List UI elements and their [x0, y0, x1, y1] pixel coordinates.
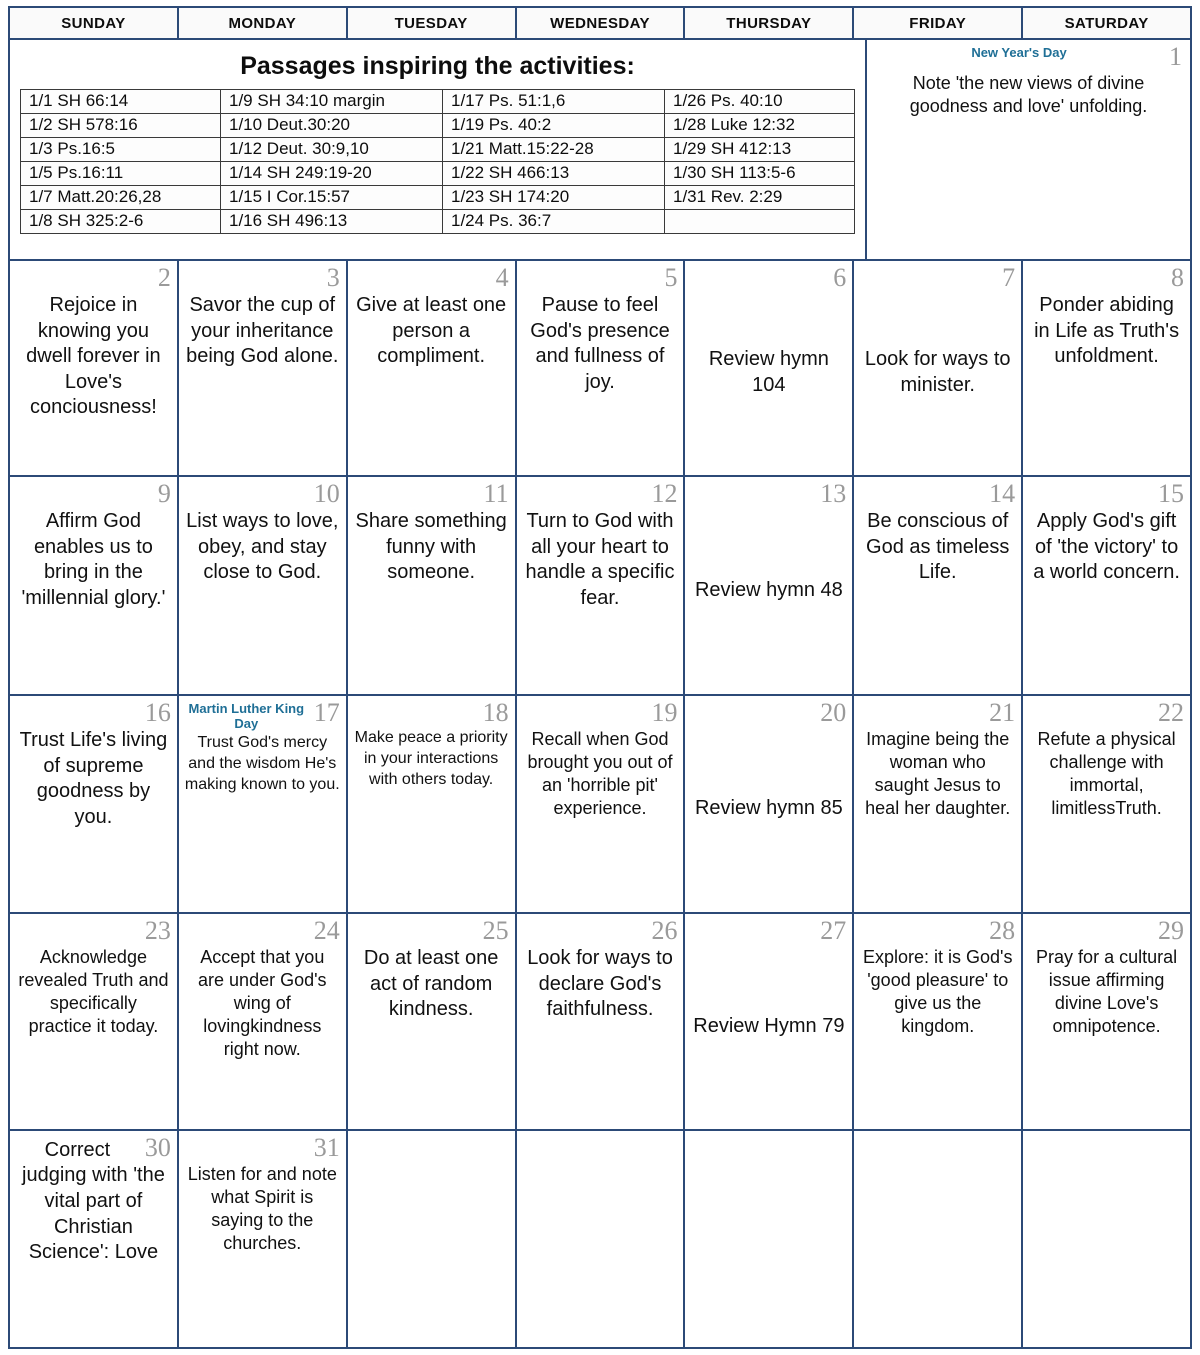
day-cell-4[interactable] [348, 261, 517, 475]
day-number: 11 [483, 479, 509, 508]
day-number: 10 [313, 479, 340, 508]
day-number: 3 [326, 263, 340, 292]
day-number: 2 [157, 263, 171, 292]
day-cell-1[interactable] [867, 40, 1190, 259]
day-number: 15 [1158, 479, 1185, 508]
empty-day-cell [1023, 1131, 1190, 1347]
passage-cell: 1/8 SH 325:2-6 [21, 210, 221, 234]
day-number: 8 [1171, 263, 1185, 292]
activity-text: Acknowledge revealed Truth and specifically practice it today. [18, 947, 169, 1037]
cell-header [860, 481, 1015, 507]
activity-text: Imagine being the woman who saught Jesus to heal her daughter. [865, 729, 1011, 819]
day-cell-2[interactable] [10, 261, 179, 475]
day-cell-30[interactable] [10, 1131, 179, 1347]
activity-text: Look for ways to declare God's faithfulness. [527, 947, 673, 1021]
day-cell-14[interactable] [854, 477, 1023, 694]
activity-text: Review hymn 48 [694, 578, 843, 601]
cell-header [523, 481, 678, 507]
cell-header [1029, 918, 1184, 944]
day-number: 4 [495, 263, 509, 292]
week-row-4 [10, 914, 1190, 1131]
day-cell-28[interactable] [854, 914, 1023, 1129]
day-number: 16 [144, 698, 171, 727]
activity-text: Trust Life's living of supreme goodness by you. [19, 729, 168, 828]
cell-header [1029, 481, 1184, 507]
passages-table [20, 89, 855, 234]
activity-text: Explore: it is God's 'good pleasure' to give us the kingdom. [862, 947, 1013, 1037]
weekday-header-wednesday: WEDNESDAY [517, 8, 686, 38]
passage-cell: 1/26 Ps. 40:10 [665, 90, 855, 114]
activity-text: Review Hymn 79 [693, 1014, 845, 1037]
day-cell-17[interactable] [179, 696, 348, 912]
day-number: 23 [144, 916, 171, 945]
day-number: 26 [651, 916, 678, 945]
day-cell-10[interactable] [179, 477, 348, 694]
day-number: 1 [1169, 42, 1182, 71]
day-cell-25[interactable] [348, 914, 517, 1129]
calendar-grid [8, 40, 1192, 1349]
cell-header [875, 44, 1182, 70]
cell-header [860, 918, 1015, 944]
weekday-header-monday: MONDAY [179, 8, 348, 38]
passage-cell: 1/29 SH 412:13 [665, 138, 855, 162]
activity-text: Recall when God brought you out of an 'horrible pit' experience. [527, 729, 673, 819]
passage-cell: 1/12 Deut. 30:9,10 [221, 138, 443, 162]
passage-cell: 1/19 Ps. 40:2 [443, 114, 665, 138]
cell-header [1029, 265, 1184, 291]
week-row-2 [10, 477, 1190, 696]
cell-header [185, 700, 340, 731]
activity-text: Give at least one person a compliment. [356, 294, 507, 368]
day-number: 14 [989, 479, 1016, 508]
passage-cell: 1/21 Matt.15:22-28 [443, 138, 665, 162]
passage-cell: 1/2 SH 578:16 [21, 114, 221, 138]
day-number: 25 [482, 916, 509, 945]
day-number: 19 [651, 698, 678, 727]
day-number: 21 [989, 698, 1016, 727]
cell-header [354, 265, 509, 291]
passage-cell: 1/15 I Cor.15:57 [221, 186, 443, 210]
activity-text: Review hymn 104 [708, 348, 829, 396]
day-cell-26[interactable] [517, 914, 686, 1129]
cell-header [185, 265, 340, 291]
holiday-label: New Year's Day [971, 45, 1067, 60]
activity-text: Make peace a priority in your interactions with others today. [354, 729, 508, 788]
day-cell-11[interactable] [348, 477, 517, 694]
activity-text: Share something funny with someone. [355, 510, 507, 584]
cell-header [16, 918, 171, 944]
day-number: 29 [1158, 916, 1185, 945]
week-row-1 [10, 261, 1190, 477]
activity-text: Ponder abiding in Life as Truth's unfoldment. [1034, 294, 1180, 368]
activity-text: judging with 'the vital part of Christian Science': Love [22, 1164, 165, 1264]
cell-header [16, 700, 171, 726]
day-cell-22[interactable] [1023, 696, 1190, 912]
day-number: 22 [1158, 698, 1185, 727]
cell-header [16, 481, 171, 507]
cell-header [185, 918, 340, 944]
weekday-header-row [8, 6, 1192, 40]
activity-text: Be conscious of God as timeless Life. [866, 510, 1010, 584]
cell-header [523, 265, 678, 291]
activity-text: Look for ways to minister. [864, 348, 1011, 396]
cell-header [691, 918, 846, 944]
passage-cell [665, 210, 855, 234]
day-cell-27[interactable] [685, 914, 854, 1129]
weekday-header-thursday: THURSDAY [685, 8, 854, 38]
day-cell-23[interactable] [10, 914, 179, 1129]
activity-text: Rejoice in knowing you dwell forever in Love's conciousness! [26, 294, 161, 419]
day-number: 20 [820, 698, 847, 727]
passage-cell: 1/17 Ps. 51:1,6 [443, 90, 665, 114]
week-row-5 [10, 1131, 1190, 1347]
empty-day-cell [685, 1131, 854, 1347]
banner-row [10, 40, 1190, 261]
cell-header [860, 265, 1015, 291]
day-number: 28 [989, 916, 1016, 945]
passage-cell: 1/22 SH 466:13 [443, 162, 665, 186]
passage-cell: 1/16 SH 496:13 [221, 210, 443, 234]
day-number: 30 [144, 1133, 171, 1162]
activity-text: Savor the cup of your inheritance being God alone. [186, 294, 339, 368]
cell-header [16, 265, 171, 291]
passage-cell: 1/7 Matt.20:26,28 [21, 186, 221, 210]
activity-text: Apply God's gift of 'the victory' to a world concern. [1033, 510, 1180, 584]
day-number: 17 [313, 698, 340, 727]
empty-day-cell [854, 1131, 1023, 1347]
activity-text: Note 'the new views of divine goodness and love' unfolding. [909, 73, 1148, 117]
activity-text: Do at least one act of random kindness. [363, 947, 499, 1021]
passage-cell: 1/9 SH 34:10 margin [221, 90, 443, 114]
empty-day-cell [517, 1131, 686, 1347]
week-row-3 [10, 696, 1190, 914]
cell-header [185, 481, 340, 507]
day-cell-12[interactable] [517, 477, 686, 694]
passage-cell: 1/1 SH 66:14 [21, 90, 221, 114]
activity-text: Review hymn 85 [694, 797, 843, 820]
table-row [21, 162, 855, 186]
table-row [21, 114, 855, 138]
weekday-header-tuesday: TUESDAY [348, 8, 517, 38]
passage-cell: 1/23 SH 174:20 [443, 186, 665, 210]
day-number: 5 [664, 263, 678, 292]
day-cell-24[interactable] [179, 914, 348, 1129]
cell-header [860, 700, 1015, 726]
activity-text: Pray for a cultural issue affirming divine Love's omnipotence. [1036, 947, 1178, 1037]
day-cell-7[interactable] [854, 261, 1023, 475]
table-row [21, 90, 855, 114]
day-cell-15[interactable] [1023, 477, 1190, 694]
activity-text: List ways to love, obey, and stay close to God. [186, 510, 339, 584]
cell-header [523, 918, 678, 944]
activity-text: Listen for and note what Spirit is saying to the churches. [187, 1164, 337, 1254]
day-cell-18[interactable] [348, 696, 517, 912]
table-row [21, 186, 855, 210]
table-row [21, 210, 855, 234]
cell-header [691, 265, 846, 291]
empty-day-cell [348, 1131, 517, 1347]
weekday-header-saturday: SATURDAY [1064, 14, 1149, 32]
day-cell-9[interactable] [10, 477, 179, 694]
day-cell-5[interactable] [517, 261, 686, 475]
day-cell-13[interactable] [685, 477, 854, 694]
activity-text: Refute a physical challenge with immortal, limitlessTruth. [1037, 729, 1176, 819]
day-cell-16[interactable] [10, 696, 179, 912]
cell-header [691, 481, 846, 507]
day-number: 31 [313, 1133, 340, 1162]
day-number: 24 [313, 916, 340, 945]
day-cell-19[interactable] [517, 696, 686, 912]
table-row [21, 138, 855, 162]
weekday-header-sunday: SUNDAY [10, 8, 179, 38]
passage-cell: 1/28 Luke 12:32 [665, 114, 855, 138]
day-number: 6 [833, 263, 847, 292]
activity-text: Pause to feel God's presence and fullness of joy. [530, 294, 670, 393]
cell-header [523, 700, 678, 726]
activity-text: Trust God's mercy and the wisdom He's making known to you. [184, 734, 340, 793]
passages-title: Passages inspiring the activities: [240, 52, 635, 80]
day-cell-3[interactable] [179, 261, 348, 475]
passage-cell: 1/31 Rev. 2:29 [665, 186, 855, 210]
day-cell-8[interactable] [1023, 261, 1190, 475]
day-cell-6[interactable] [685, 261, 854, 475]
day-number: 27 [820, 916, 847, 945]
cell-header [691, 700, 846, 726]
day-cell-21[interactable] [854, 696, 1023, 912]
passage-cell: 1/10 Deut.30:20 [221, 114, 443, 138]
passage-cell: 1/30 SH 113:5-6 [665, 162, 855, 186]
passage-cell: 1/24 Ps. 36:7 [443, 210, 665, 234]
activity-text: Turn to God with all your heart to handle a specific fear. [525, 510, 675, 609]
weekday-header-friday: FRIDAY [854, 8, 1023, 38]
day-number: 7 [1002, 263, 1016, 292]
day-cell-29[interactable] [1023, 914, 1190, 1129]
activity-text: Affirm God enables us to bring in the 'millennial glory.' [21, 510, 166, 609]
day-number: 9 [157, 479, 171, 508]
day-cell-31[interactable] [179, 1131, 348, 1347]
passage-cell: 1/5 Ps.16:11 [21, 162, 221, 186]
activity-text: Accept that you are under God's wing of lovingkindness right now. [198, 947, 327, 1060]
cell-header [354, 481, 509, 507]
holiday-label: Martin Luther King Day [188, 701, 305, 731]
day-number: 12 [651, 479, 678, 508]
cell-header [16, 1135, 171, 1161]
passages-panel [10, 40, 867, 259]
day-cell-20[interactable] [685, 696, 854, 912]
cell-header [1029, 700, 1184, 726]
cell-header [354, 700, 509, 726]
cell-header [185, 1135, 340, 1161]
day-number: 18 [482, 698, 509, 727]
passage-cell: 1/14 SH 249:19-20 [221, 162, 443, 186]
day-number: 13 [820, 479, 847, 508]
passage-cell: 1/3 Ps.16:5 [21, 138, 221, 162]
cell-header [354, 918, 509, 944]
activity-lead-text: Correct [44, 1139, 111, 1161]
